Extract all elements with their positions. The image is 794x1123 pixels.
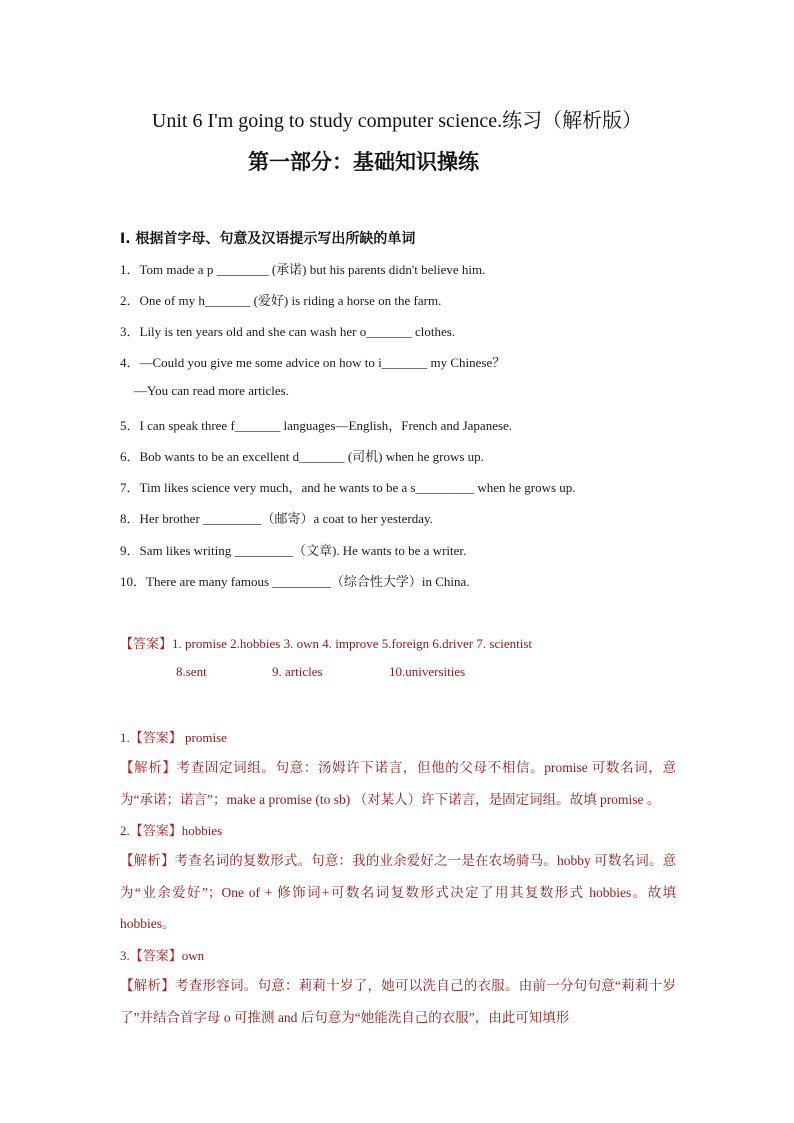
question-5: 5．I can speak three f_______ languages—English，French and Japanese.	[120, 418, 513, 433]
analysis-text: 考查形容词。句意：莉莉十岁了，她可以洗自己的衣服。由前一分句句意“莉莉十岁了”并结合首字母 o 可推测 and 后句意为“她能洗自己的衣服”，由此可知填形	[120, 978, 676, 1025]
answer-list: 1. promise 2.hobbies 3. own 4. improve 5.foreign 6.driver 7. scientist	[172, 636, 532, 651]
question-3: 3．Lily is ten years old and she can wash her o_______ clothes.	[120, 324, 456, 339]
answer-word: own	[181, 948, 205, 963]
explanation-1-answer	[120, 727, 227, 746]
question-9: 9．Sam likes writing _________（文章). He wants to be a writer.	[120, 543, 467, 558]
analysis-text: 考查名词的复数形式。句意：我的业余爱好之一是在农场骑马。hobby 可数名词。意为“业余爱好”；One of + 修饰词+可数名词复数形式决定了用其复数形式 hobbies。故填 hobbies。	[120, 853, 677, 931]
explanation-2-answer	[120, 820, 222, 839]
answer-label: 【答案】	[129, 731, 182, 746]
explanation-number: 3.	[120, 948, 130, 963]
analysis-text: 考查固定词组。句意：汤姆许下诺言，但他的父母不相信。promise 可数名词，意为“承诺；诺言”；make a promise (to sb) （对某人）许下诺言，是固定词组。故填 promise 。	[120, 760, 677, 807]
question-2: 2．One of my h_______ (爱好) is riding a horse on the farm.	[120, 293, 442, 308]
question-10: 10．There are many famous _________（综合性大学）in China.	[120, 574, 470, 589]
explanation-number: 2.	[120, 823, 130, 838]
analysis-label: 【解析】	[120, 760, 177, 776]
question-6: 6．Bob wants to be an excellent d_______ (司机) when he grows up.	[120, 449, 484, 464]
question-1: 1．Tom made a p ________ (承诺) but his parents didn't believe him.	[120, 262, 486, 277]
explanation-number: 1.	[120, 730, 130, 745]
answer-word: promise	[181, 730, 227, 745]
explanation-3-answer	[120, 945, 204, 964]
answer-label: 【答案】	[129, 949, 182, 964]
answer-label: 【答案】	[120, 637, 173, 652]
explanation-3-analysis	[120, 970, 676, 1033]
document-title: Unit 6 I'm going to study computer science.练习（解析版）	[151, 110, 643, 132]
part-heading: 第一部分：基础知识操练	[248, 150, 479, 174]
answer-summary-line-1	[120, 633, 532, 652]
explanation-2-analysis	[120, 845, 676, 939]
answer-item-9: 9. articles	[272, 664, 323, 679]
question-8: 8．Her brother _________（邮寄）a coat to her yesterday.	[120, 511, 433, 526]
question-7: 7．Tim likes science very much，and he wants to be a s_________ when he grows up.	[120, 480, 576, 495]
question-4-reply: —You can read more articles.	[134, 383, 289, 398]
analysis-label: 【解析】	[120, 853, 175, 869]
analysis-label: 【解析】	[120, 978, 175, 994]
explanation-1-analysis	[120, 752, 676, 815]
answer-item-8: 8.sent	[176, 664, 207, 679]
section-heading: Ⅰ. 根据首字母、句意及汉语提示写出所缺的单词	[120, 231, 416, 247]
answer-label: 【答案】	[129, 824, 182, 839]
answer-item-10: 10.universities	[389, 664, 466, 679]
question-4: 4．—Could you give me some advice on how to i_______ my Chinese？	[120, 355, 506, 370]
answer-word: hobbies	[181, 823, 223, 838]
